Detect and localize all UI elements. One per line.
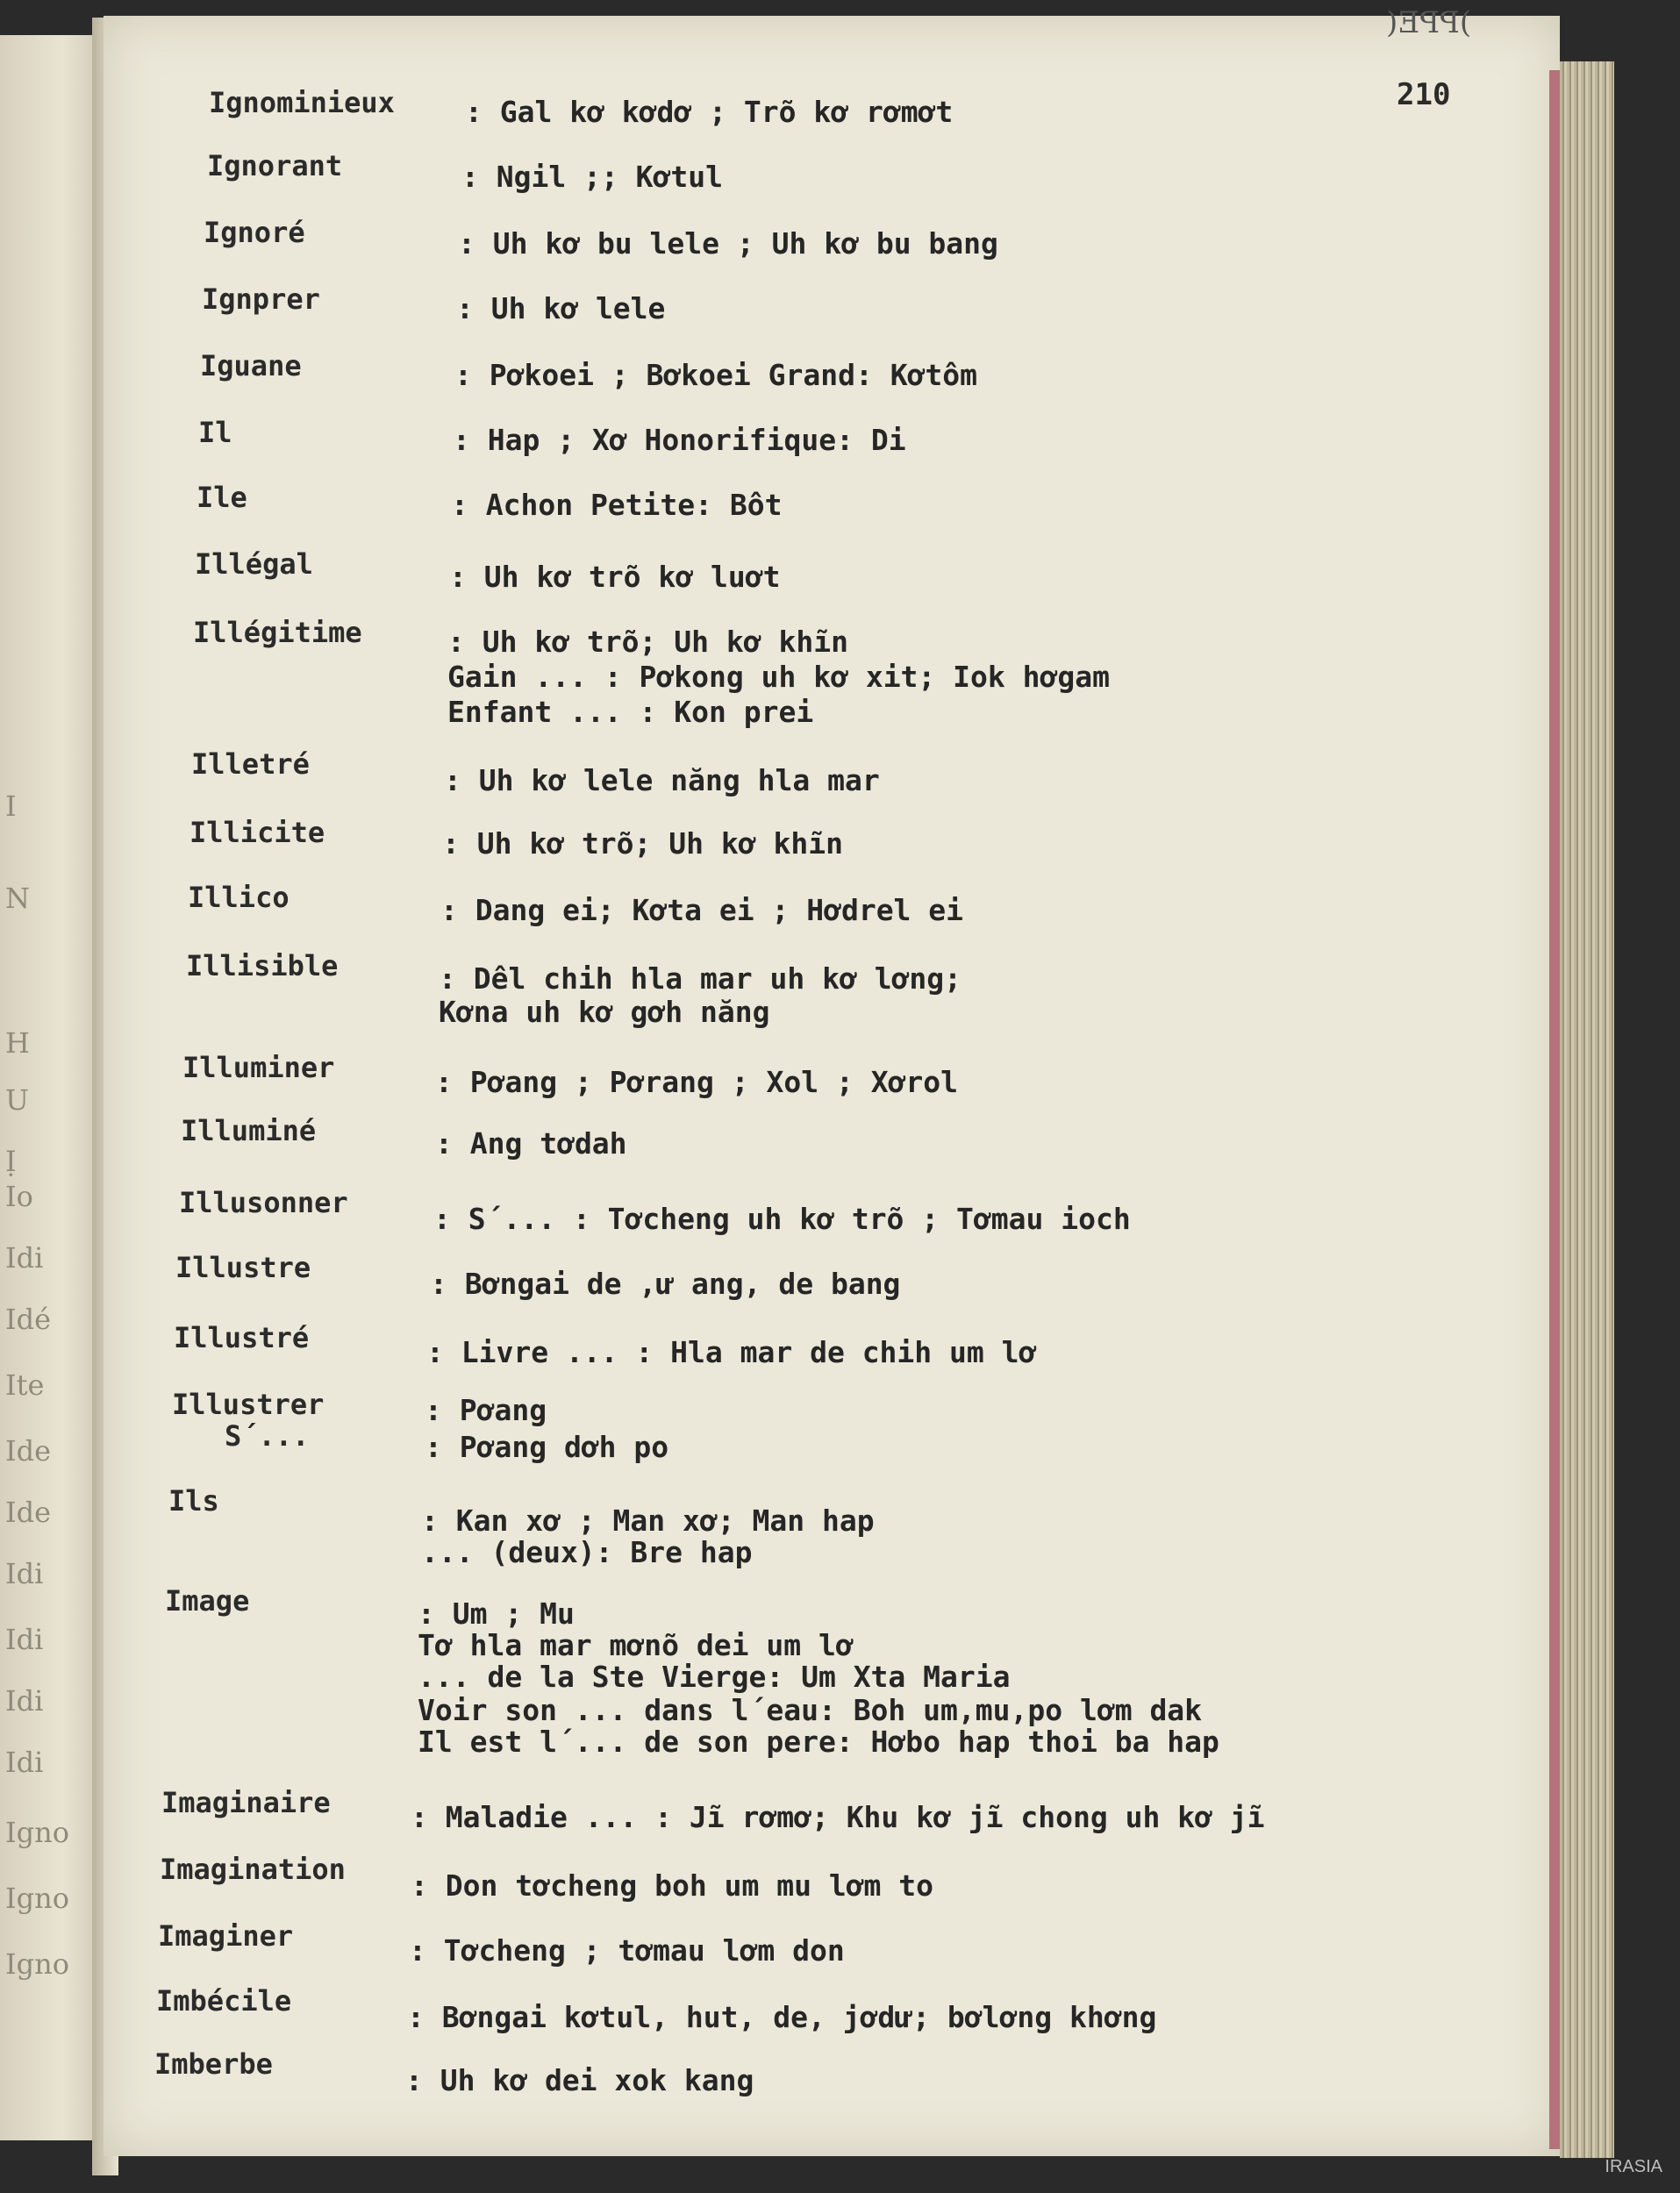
definition-line: Tơ hla mar mơnõ dei um lơ	[418, 1628, 854, 1662]
headword: Iguane	[200, 349, 302, 382]
left-page-fragment: U	[5, 1083, 29, 1117]
left-page-fragment: Igno	[5, 1816, 69, 1849]
definition-line: : Achon Petite: Bôt	[451, 488, 783, 522]
definition-line: Il est l´... de son pere: Hơbo hap thoi ba hap	[418, 1725, 1219, 1759]
definition-line: : Dang ei; Kơta ei ; Hơdrel ei	[440, 893, 964, 927]
left-page-fragment: Ị	[5, 1145, 17, 1178]
headword: Imberbe	[154, 2047, 273, 2081]
left-page-fragment: Idi	[5, 1746, 44, 1779]
headword: Ignominieux	[209, 86, 395, 119]
definition-line: : Uh kơ trõ kơ luơt	[449, 560, 781, 594]
left-page-fragment: Ite	[5, 1368, 45, 1402]
definition-line: : Gal kơ kơdơ ; Trõ kơ rơmơt	[465, 95, 954, 129]
definition-line: : Dêl chih hla mar uh kơ lơng;	[439, 961, 962, 996]
left-page-fragment: Igno	[5, 1947, 69, 1981]
left-page-fragment: I	[5, 789, 17, 823]
left-page-fragment: Igno	[5, 1882, 69, 1915]
definition-line: : Uh kơ trõ; Uh kơ khĩn	[442, 826, 843, 861]
definition-line: : Ngil ;; Kơtul	[461, 160, 724, 194]
watermark: IRASIA	[1605, 2157, 1662, 2176]
left-page-fragment: Idi	[5, 1623, 44, 1656]
left-page-fragment: Idi	[5, 1557, 44, 1590]
left-page-fragment: Ide	[5, 1496, 52, 1529]
definition-line: : Hap ; Xơ Honorifique: Di	[453, 423, 906, 457]
left-page-fragment: Io	[5, 1180, 33, 1213]
left-page-fragment: N	[5, 882, 30, 915]
definition-line: : Uh kơ bu lele ; Uh kơ bu bang	[458, 226, 998, 261]
definition-line: : Ang tơdah	[435, 1126, 627, 1161]
left-page-fragment: H	[5, 1026, 30, 1060]
definition-line: : Kan xơ ; Man xơ; Man hap	[421, 1504, 875, 1538]
headword: Ils	[168, 1484, 219, 1518]
headword: Illégal	[195, 547, 313, 581]
page-number: 210	[1397, 77, 1451, 112]
definition-line: : Maladie ... : Jĩ rơmơ; Khu kơ jĩ chong uh kơ jĩ	[411, 1800, 1265, 1834]
definition-line: Kơna uh kơ gơh năng	[439, 995, 770, 1029]
definition-line: : Uh kơ lele	[456, 291, 666, 325]
headword: Illisible	[186, 949, 339, 982]
definition-line: : Don tơcheng boh um mu lơm to	[411, 1868, 934, 1903]
headword: Ignoré	[204, 216, 305, 249]
definition-line: : Pơkoei ; Bơkoei Grand: Kơtôm	[454, 358, 978, 392]
headword: Imaginaire	[161, 1786, 331, 1819]
definition-line: : Bơngai de ,ư ang, de bang	[430, 1267, 901, 1301]
headword: Illetré	[191, 747, 310, 781]
definition-line: Voir son ... dans l´eau: Boh um,mu,po lơm dak	[418, 1693, 1203, 1727]
headword: Illégitime	[193, 616, 362, 649]
definition-line: : Um ; Mu	[418, 1597, 575, 1631]
definition-line: : Pơang ; Pơrang ; Xol ; Xơrol	[435, 1065, 959, 1099]
headword: Illustre	[175, 1251, 311, 1284]
definition-line: : Tơcheng ; tơmau lơm don	[409, 1933, 845, 1968]
definition-line: Enfant ... : Kon prei	[447, 695, 814, 729]
definition-line: ... de la Ste Vierge: Um Xta Maria	[418, 1660, 1011, 1694]
headword: S´...	[225, 1419, 310, 1453]
headword: Illicite	[189, 816, 325, 849]
headword: Ile	[197, 481, 247, 514]
left-page-fragment: Idi	[5, 1684, 44, 1718]
headword: Il	[198, 416, 232, 449]
definition-line: : Uh kơ dei xok kang	[405, 2063, 754, 2097]
left-page-fragment: Ide	[5, 1434, 52, 1468]
headword: Illuminé	[181, 1114, 317, 1147]
definition-line: : Pơang dơh po	[425, 1430, 669, 1464]
headword: Illustré	[174, 1321, 310, 1354]
headword: Imagination	[160, 1853, 346, 1886]
headword: Ignorant	[207, 149, 343, 182]
headword: Ignprer	[202, 282, 320, 316]
headword: Imbécile	[156, 1984, 292, 2018]
left-page	[0, 35, 104, 2140]
definition-line: : Uh kơ trõ; Uh kơ khĩn	[447, 625, 848, 659]
definition-line: ... (deux): Bre hap	[421, 1535, 753, 1569]
page-edges	[1560, 61, 1614, 2158]
definition-line: : S´... : Tơcheng uh kơ trõ ; Tơmau ioch	[433, 1202, 1131, 1236]
left-page-fragment: Idi	[5, 1241, 44, 1275]
headword: Illico	[188, 881, 290, 914]
definition-line: : Uh kơ lele năng hla mar	[444, 763, 880, 797]
headword: Illusonner	[179, 1186, 348, 1219]
bleed-through-text: )PPE(	[1386, 5, 1472, 40]
headword: Illustrer	[172, 1388, 325, 1421]
definition-line: Gain ... : Pơkong uh kơ xit; Iok hơgam	[447, 660, 1110, 694]
headword: Imaginer	[158, 1919, 294, 1953]
definition-line: : Livre ... : Hla mar de chih um lơ	[426, 1335, 1037, 1369]
headword: Image	[165, 1584, 250, 1618]
definition-line: : Bơngai kơtul, hut, de, jơdư; bơlơng khơng	[407, 2000, 1157, 2034]
headword: Illuminer	[182, 1051, 335, 1084]
left-page-fragment: Idé	[5, 1303, 52, 1336]
definition-line: : Pơang	[425, 1393, 547, 1427]
